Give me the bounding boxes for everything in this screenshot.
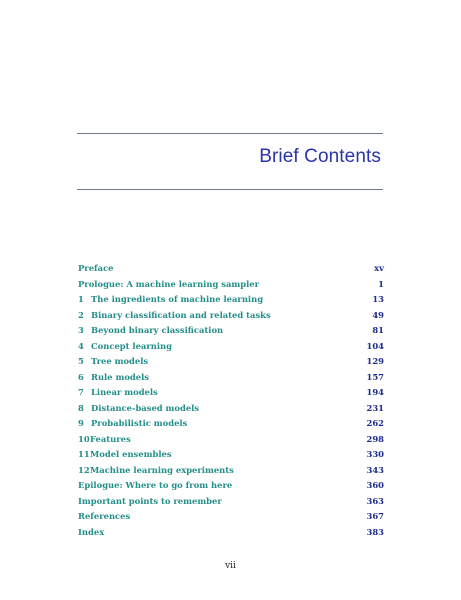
toc-chapter-number: 4 — [78, 340, 84, 351]
toc-page-number: 367 — [366, 511, 384, 521]
toc-chapter-number: 2 — [78, 309, 84, 320]
toc-entry-title: Beyond binary classification — [91, 325, 224, 335]
toc-entry-title: Important points to remember — [78, 495, 222, 506]
toc-page-number: 343 — [366, 464, 384, 475]
toc-chapter-number: 9 — [78, 418, 84, 428]
toc-entry-title: Machine learning experiments — [90, 464, 234, 475]
toc-chapter-number: 12 — [78, 464, 90, 475]
toc-page-number: 330 — [366, 449, 384, 459]
toc-page-number: 262 — [366, 418, 384, 428]
toc-entry-title: Linear models — [91, 387, 158, 397]
toc-entry[interactable] — [78, 279, 384, 295]
toc-chapter-number: 3 — [78, 325, 84, 335]
toc-page-number: 81 — [372, 325, 384, 335]
toc-entry[interactable] — [78, 480, 384, 496]
toc-page-number: 231 — [366, 402, 384, 413]
toc-entry-title: Preface — [78, 263, 114, 273]
toc-page-number: 360 — [366, 480, 384, 490]
toc-entry-title: Features — [90, 433, 131, 444]
toc-entry[interactable] — [78, 387, 384, 403]
toc-entry-title: Concept learning — [91, 340, 172, 351]
toc-chapter-number: 5 — [78, 356, 84, 366]
toc-entry-title: References — [78, 511, 131, 521]
toc-entry-title: The ingredients of machine learning — [91, 294, 264, 304]
toc-page-number: 129 — [366, 356, 384, 366]
toc-entry[interactable] — [78, 356, 384, 372]
toc-chapter-number: 11 — [78, 449, 90, 459]
toc-entry[interactable] — [78, 325, 384, 341]
page-number: vii — [225, 561, 236, 571]
table-of-contents — [78, 263, 384, 542]
toc-entry[interactable] — [78, 449, 384, 465]
toc-entry-title: Probabilistic models — [91, 418, 188, 428]
toc-chapter-number: 6 — [78, 371, 84, 382]
toc-chapter-number: 8 — [78, 402, 84, 413]
toc-page-number: 1 — [378, 278, 384, 289]
title-rule-bottom — [77, 189, 383, 190]
toc-entry[interactable] — [78, 465, 384, 481]
toc-entry-title: Distance-based models — [91, 402, 200, 413]
toc-entry-title: Binary classification and related tasks — [91, 309, 271, 320]
toc-entry[interactable] — [78, 310, 384, 326]
toc-entry[interactable] — [78, 511, 384, 527]
toc-page-number: 383 — [366, 526, 384, 537]
toc-page-number: 13 — [372, 294, 384, 304]
toc-entry-title: Epilogue: Where to go from here — [78, 480, 233, 490]
toc-entry[interactable] — [78, 496, 384, 512]
toc-page-number: 104 — [366, 340, 384, 351]
toc-entry-title: Index — [78, 526, 105, 537]
toc-entry[interactable] — [78, 294, 384, 310]
toc-entry[interactable] — [78, 341, 384, 357]
toc-chapter-number: 7 — [78, 387, 84, 397]
toc-page-number: 194 — [366, 387, 384, 397]
toc-chapter-number: 10 — [78, 433, 90, 444]
toc-entry-title: Prologue: A machine learning sampler — [78, 278, 260, 289]
title-rule-top — [77, 133, 383, 134]
toc-entry[interactable] — [78, 418, 384, 434]
toc-entry-title: Tree models — [91, 356, 149, 366]
toc-entry[interactable] — [78, 403, 384, 419]
toc-page-number: 157 — [366, 371, 384, 382]
toc-entry[interactable] — [78, 372, 384, 388]
toc-page-number: 49 — [372, 309, 384, 320]
toc-page-number: xv — [374, 263, 384, 273]
toc-page-number: 363 — [366, 495, 384, 506]
toc-entry-title: Model ensembles — [90, 449, 172, 459]
toc-chapter-number: 1 — [78, 294, 84, 304]
toc-entry[interactable] — [78, 434, 384, 450]
page-title: Brief Contents — [259, 146, 381, 167]
toc-page-number: 298 — [366, 433, 384, 444]
toc-entry-title: Rule models — [91, 371, 150, 382]
toc-entry[interactable] — [78, 263, 384, 279]
toc-entry[interactable] — [78, 527, 384, 543]
